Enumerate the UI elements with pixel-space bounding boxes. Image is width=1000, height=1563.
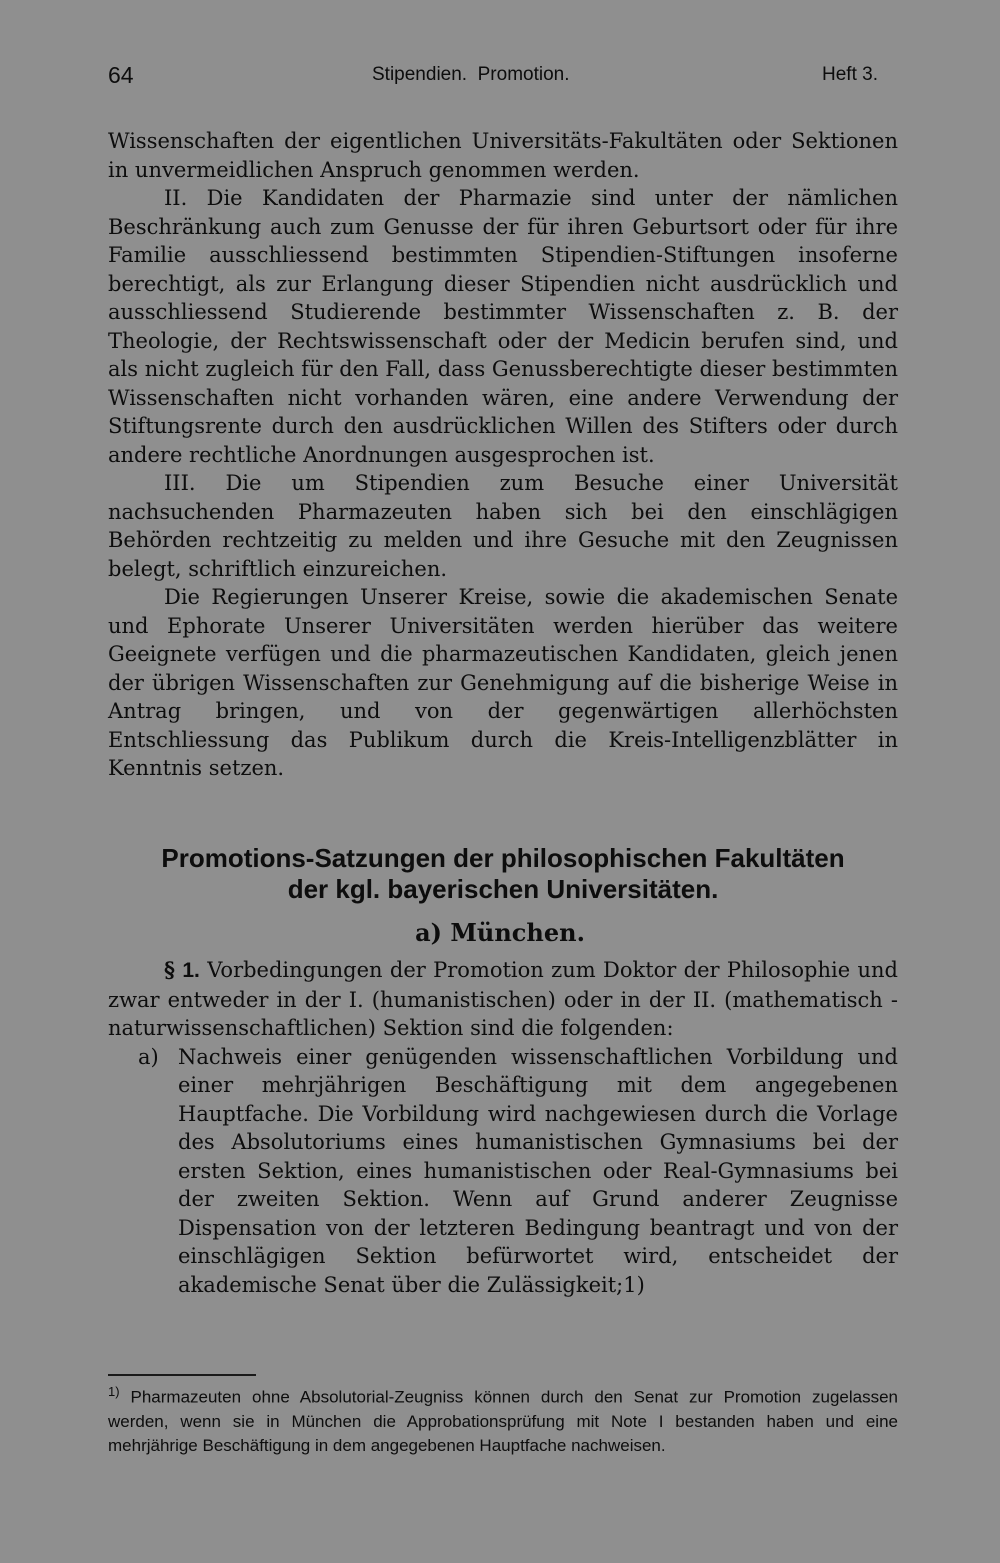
paragraph-continuation: Wissenschaften der eigentlichen Universitäts-Fakultäten oder Sektionen in unvermeidlichen Anspruch genommen werden. bbox=[108, 129, 898, 182]
paragraph-regierungen: Die Regierungen Unserer Kreise, sowie die akademischen Senate und Ephorate Unserer Universitäten werden hierüber das weitere Geeignete verfügen und die pharmazeutischen Kandidaten, gleich jenen der übrigen Wissenschaften zur Genehmigung auf die bisherige Weise in Antrag bringen, und von der gegenwärtigen allerhöchsten Entschliessung das Publikum durch die Kreis-Intelligenzblätter in Kenntnis setzen. bbox=[108, 585, 898, 780]
section-1 bbox=[108, 956, 898, 1299]
list-item-a-text: Nachweis einer genügenden wissenschaftlichen Vorbildung und einer mehrjährigen Beschäftigung mit dem angegebenen Hauptfache. Die Vorbildung wird nachgewiesen durch die Vorlage des Absolutoriums eines humanistischen Gymnasiums bei der ersten Sektion, eines humanistischen oder Real-Gymnasiums bei der zweiten Sektion. Wenn auf Grund anderer Zeugnisse Dispensation von der letzteren Bedingung beantragt und von der einschlägigen Sektion befürwortet wird, entscheidet der akademische Senat über die Zulässigkeit; bbox=[178, 1044, 898, 1297]
section-heading bbox=[100, 843, 906, 905]
section-1-intro bbox=[108, 956, 898, 1043]
footnote-text: Pharmazeuten ohne Absolutorial-Zeugniss können durch den Senat zur Promotion zugelassen werden, wenn sie in München die Approbationsprüfung mit Note I bestanden haben und eine mehrjährige Beschäftigung in dem angegebenen Hauptfache nachweisen. bbox=[108, 1387, 898, 1455]
footnote bbox=[108, 1380, 898, 1458]
paragraph-ii: II. Die Kandidaten der Pharmazie sind unter der nämlichen Beschränkung auch zum Genusse der für ihren Geburtsort oder für ihre Familie ausschliessend bestimmten Stipendien-Stiftungen insoferne berechtigt, als zur Erlangung dieser Stipendien nicht ausdrücklich und ausschliessend Studierende bestimmter Wissenschaften z. B. der Theologie, der Rechtswissenschaft oder der Medicin berufen sind, und als nicht zugleich für den Fall, dass Genussberechtigte dieser bestimmten Wissenschaften nicht vorhanden wären, eine andere Verwendung der Stiftungsrente durch den ausdrücklichen Willen des Stifters oder durch andere rechtliche Anordnungen ausgesprochen ist. bbox=[108, 186, 899, 467]
section-1-text: Vorbedingungen der Promotion zum Doktor der Philosophie und zwar entweder in der I. (humanistischen) oder in der II. (mathematisch - naturwissenschaftlichen) Sektion sind die folgenden: bbox=[108, 958, 898, 1040]
section-number: 1. bbox=[182, 959, 200, 982]
page-number: 64 bbox=[108, 62, 134, 88]
section-symbol: § bbox=[164, 957, 175, 982]
paragraph-iii: III. Die um Stipendien zum Besuche einer Universität nachsuchenden Pharmazeuten haben sich bei den einschlägigen Behörden rechtzeitig zu melden und ihre Gesuche mit den Zeugnissen belegt, schriftlich einzureichen. bbox=[108, 471, 898, 581]
running-title: Stipendien. Promotion. bbox=[372, 64, 570, 85]
running-header bbox=[108, 62, 900, 92]
body-text bbox=[108, 127, 898, 783]
footnote-marker: 1) bbox=[108, 1384, 120, 1399]
subheading-muenchen: a) München. bbox=[415, 918, 585, 947]
list-marker-a: a) bbox=[138, 1044, 159, 1069]
footnote-reference: 1) bbox=[623, 1272, 645, 1297]
issue-label: Heft 3. bbox=[822, 64, 878, 85]
heading-line-2: der kgl. bayerischen Universitäten. bbox=[287, 874, 719, 904]
heading-line-1: Promotions-Satzungen der philosophischen Fakultäten bbox=[161, 843, 845, 873]
footnote-separator bbox=[108, 1374, 256, 1376]
list-item-a bbox=[108, 1043, 898, 1300]
